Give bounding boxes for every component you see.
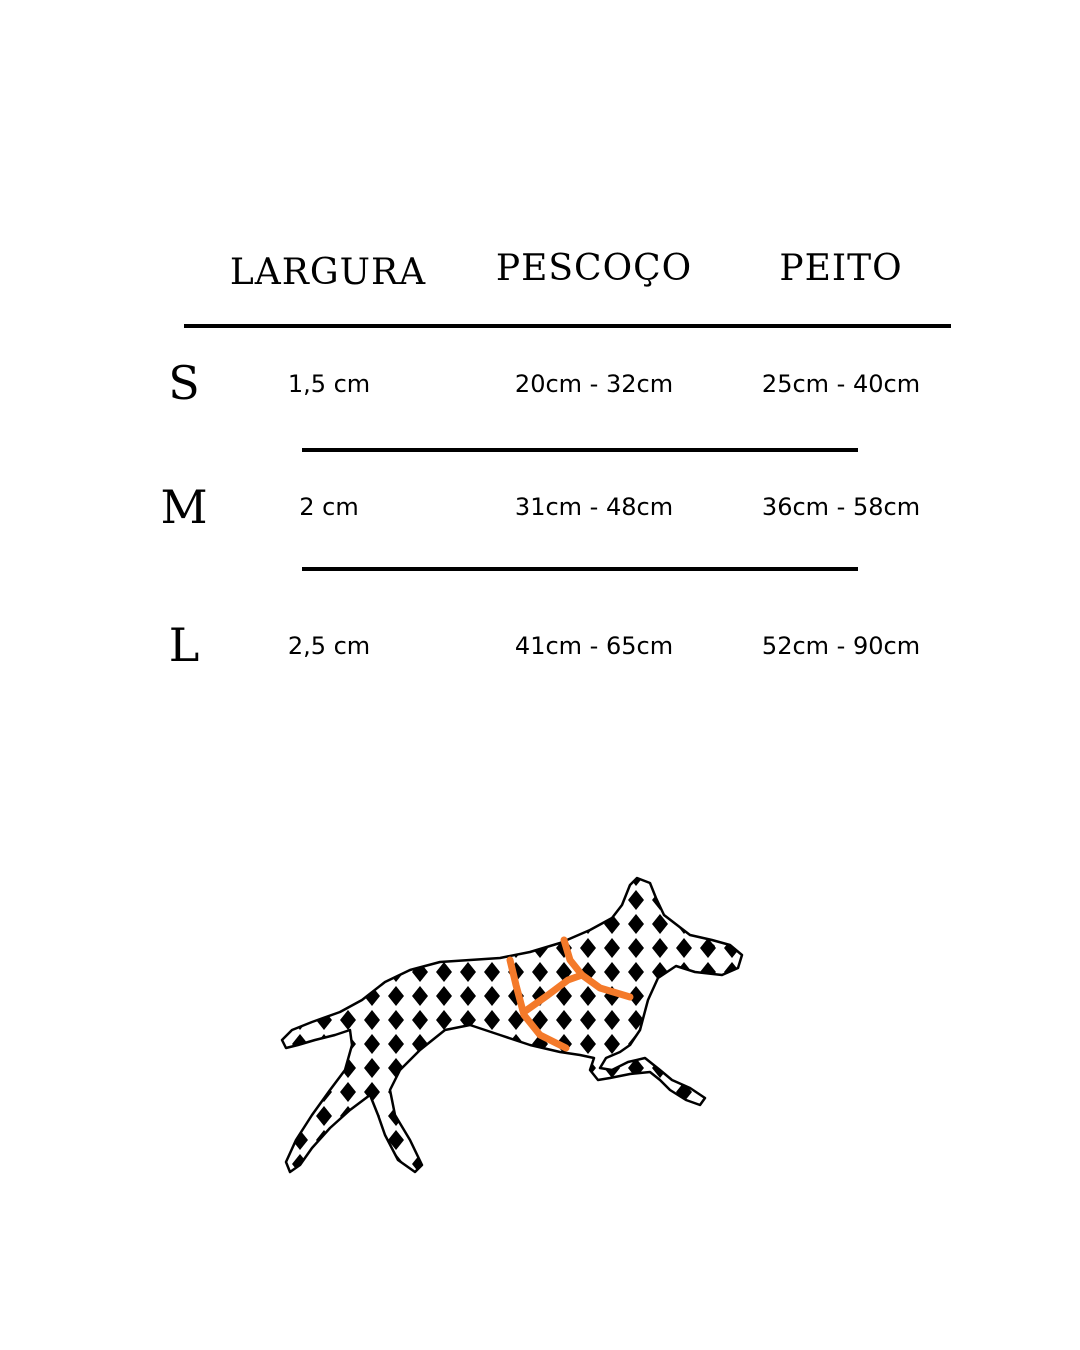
cell-peito: 36cm - 58cm [761,493,921,521]
cell-peito: 25cm - 40cm [761,370,921,398]
header-largura: LARGURA [229,252,427,293]
dog-body [282,878,742,1172]
cell-pescoco: 20cm - 32cm [514,370,674,398]
row-divider [302,567,858,571]
cell-largura: 2 cm [299,493,359,521]
size-label-s: S [168,356,200,410]
header-divider [184,324,951,328]
cell-pescoco: 41cm - 65cm [514,632,674,660]
dog-eye [709,944,715,950]
size-label-m: M [160,480,208,534]
cell-peito: 52cm - 90cm [761,632,921,660]
header-pescoco: PESCOÇO [495,248,693,289]
cell-largura: 2,5 cm [287,632,371,660]
cell-pescoco: 31cm - 48cm [514,493,674,521]
cell-largura: 1,5 cm [287,370,371,398]
running-dog-harness-icon [270,860,760,1190]
row-divider [302,448,858,452]
size-label-l: L [168,618,200,672]
header-peito: PEITO [779,248,903,289]
